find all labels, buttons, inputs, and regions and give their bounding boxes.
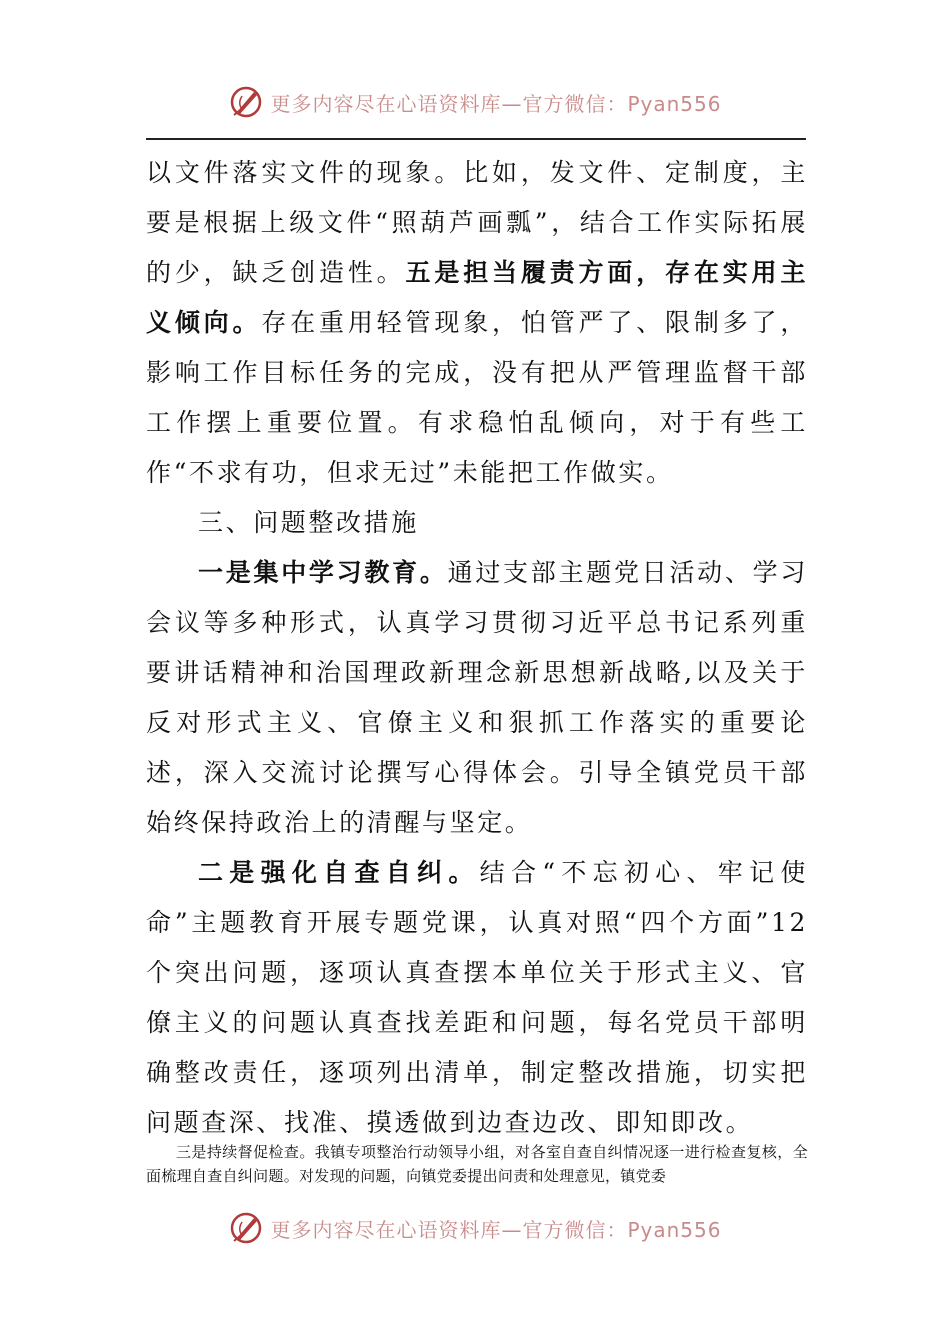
small-paragraph — [146, 1140, 808, 1188]
section-heading: 三、问题整改措施 — [198, 508, 419, 537]
watermark-header — [0, 84, 950, 120]
quill-pen-logo — [228, 84, 264, 120]
bold-lead-5: 五是担当履责方面，存在实用主义倾向。 — [146, 258, 808, 337]
quill-pen-logo — [228, 1210, 264, 1246]
paragraph-supervision: 三是持续督促检查。我镇专项整治行动领导小组，对各室自查自纠情况逐一进行检查复核，全面梳理自查自纠问题。对发现的问题，向镇党委提出问责和处理意见，镇党委 — [146, 1143, 808, 1185]
watermark-footer — [0, 1210, 950, 1246]
paragraph-study: 一是集中学习教育。通过支部主题党日活动、学习会议等多种形式，认真学习贯彻习近平总书记系列重要讲话精神和治国理政新理念新思想新战略,以及关于反对形式主义、官僚主义和狠抓工作落实的重要论述，深入交流讨论撰写心得体会。引导全镇党员干部始终保持政治上的清醒与坚定。 — [146, 558, 808, 837]
bold-lead-1: 一是集中学习教育。 — [198, 558, 448, 587]
paragraph-self-check: 二是强化自查自纠。结合“不忘初心、牢记使命”主题教育开展专题党课，认真对照“四个方面”12个突出问题，逐项认真查摆本单位关于形式主义、官僚主义的问题认真查找差距和问题，每名党员干部明确整改责任，逐项列出清单，制定整改措施，切实把问题查深、找准、摸透做到边查边改、即知即改。 — [146, 858, 808, 1137]
bold-lead-2: 二是强化自查自纠。 — [198, 858, 480, 887]
watermark-text: 更多内容尽在心语资料库—官方微信：Pyan556 — [270, 91, 722, 116]
paragraph-continuation: 以文件落实文件的现象。比如，发文件、定制度，主要是根据上级文件“照葫芦画瓢”，结合工作实际拓展的少，缺乏创造性。五是担当履责方面，存在实用主义倾向。存在重用轻管现象，怕管严了、限制多了，影响工作目标任务的完成，没有把从严管理监督干部工作摆上重要位置。有求稳怕乱倾向，对于有些工作“不求有功，但求无过”未能把工作做实。 — [146, 158, 808, 487]
watermark-text: 更多内容尽在心语资料库—官方微信：Pyan556 — [270, 1217, 722, 1242]
header-rule — [146, 138, 806, 140]
document-body — [146, 148, 808, 1148]
